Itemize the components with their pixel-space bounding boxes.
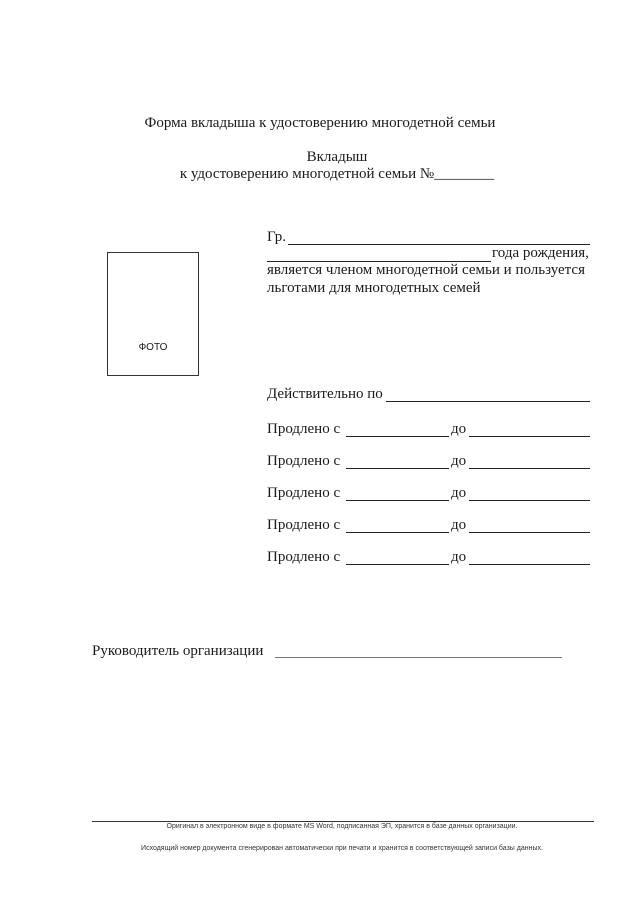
extension-to-line [469,564,590,565]
extension-row [267,421,590,439]
member-line-2: льготами для многодетных семей [267,280,481,296]
citizen-prefix: Гр. [267,229,286,245]
extension-row [267,453,590,471]
insert-title: Вкладыш [306,149,368,165]
birth-year-suffix: года рождения, [492,245,589,261]
signature-line [275,657,562,658]
member-line-1: является членом многодетной семьи и пользуется [267,262,585,278]
extension-to-line [469,500,590,501]
extension-row [267,549,590,567]
extension-to-label: до [451,517,467,533]
photo-box [107,252,199,376]
extension-to-line [469,436,590,437]
extension-to-label: до [451,485,467,501]
extension-from-label: Продлено с [267,421,341,437]
extension-from-label: Продлено с [267,453,341,469]
extension-from-line [346,436,449,437]
photo-label: ФОТО [138,342,168,353]
valid-until-label: Действительно по [267,386,383,402]
extension-row [267,517,590,535]
extension-from-line [346,564,449,565]
extension-from-label: Продлено с [267,485,341,501]
extension-to-label: до [451,549,467,565]
insert-subtitle: к удостоверению многодетной семьи №________ [179,166,495,182]
extension-to-line [469,468,590,469]
footer-line-2: Исходящий номер документа сгенерирован автоматически при печати и хранится в соответствующей записи базы данных. [141,845,543,852]
extension-to-line [469,532,590,533]
extension-to-label: до [451,453,467,469]
valid-until-line [386,401,590,402]
head-of-org-label: Руководитель организации [92,643,264,659]
extension-row [267,485,590,503]
extension-from-line [346,532,449,533]
footer-divider [92,821,594,822]
extension-from-label: Продлено с [267,517,341,533]
footer-line-1: Оригинал в электронном виде в формате MS Word, подписанная ЭП, хранится в базе данных организации. [166,823,518,830]
extension-from-line [346,468,449,469]
valid-until-row [267,386,590,404]
extension-to-label: до [451,421,467,437]
extension-from-label: Продлено с [267,549,341,565]
form-title: Форма вкладыша к удостоверению многодетной семьи [144,115,496,131]
extension-from-line [346,500,449,501]
